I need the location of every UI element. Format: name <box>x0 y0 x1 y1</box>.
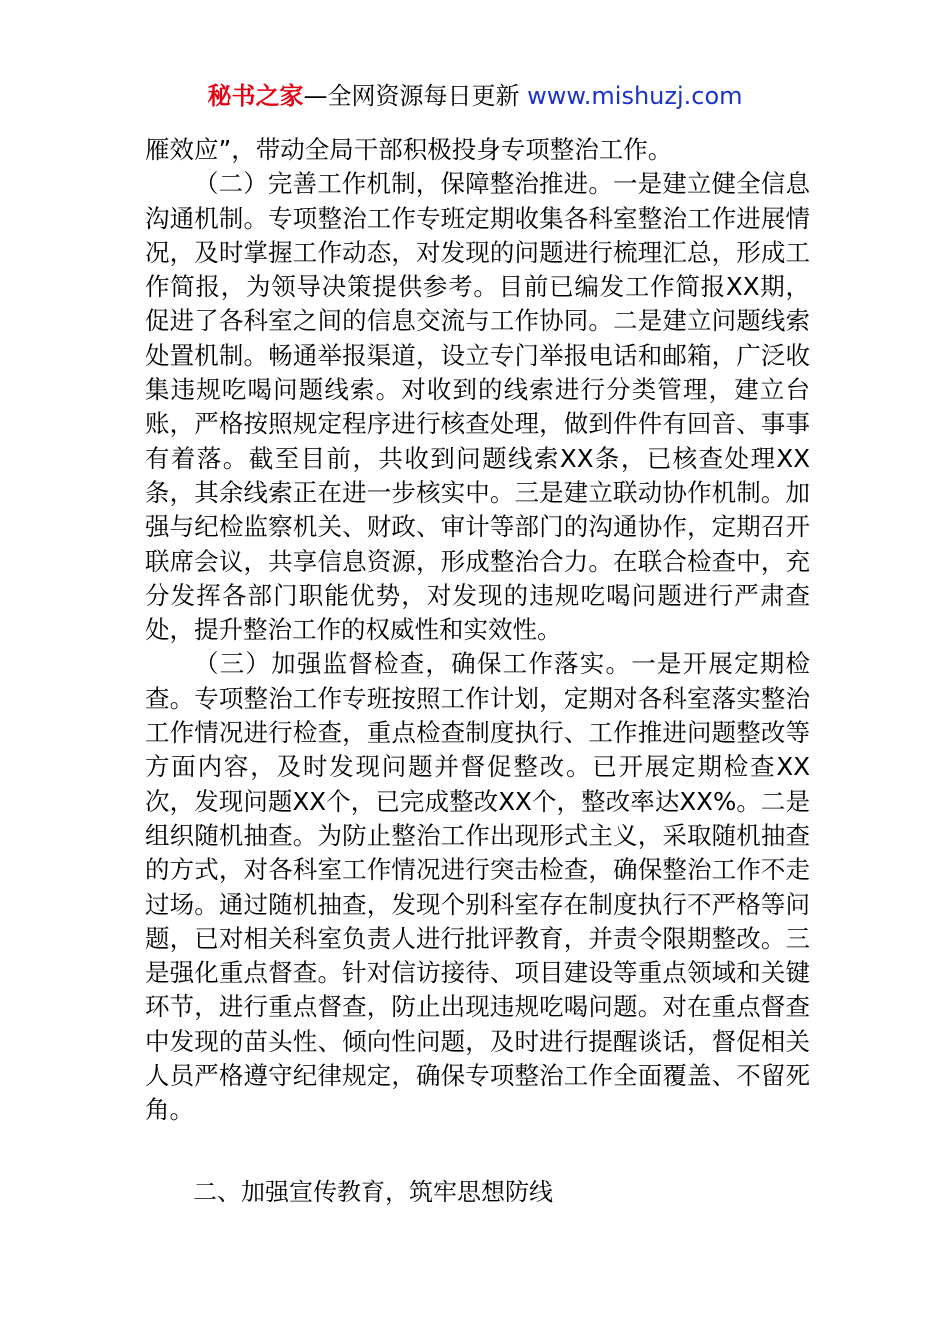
header-url-link[interactable]: www.mishuzj.com <box>527 82 743 110</box>
brand-name: 秘书之家 <box>207 82 304 110</box>
document-body <box>145 133 810 1128</box>
paragraph-work-mechanism: （二）完善工作机制，保障整治推进。一是建立健全信息沟通机制。专项整治工作专班定期收集各科室整治工作进展情况，及时掌握工作动态，对发现的问题进行梳理汇总，形成工作简报，为领导决策提供参考。目前已编发工作简报XX期，促进了各科室之间的信息交流与工作协同。二是建立问题线索处置机制。畅通举报渠道，设立专门举报电话和邮箱，广泛收集违规吃喝问题线索。对收到的线索进行分类管理，建立台账，严格按照规定程序进行核查处理，做到件件有回音、事事有着落。截至目前，共收到问题线索XX条，已核查处理XX条，其余线索正在进一步核实中。三是建立联动协作机制。加强与纪检监察机关、财政、审计等部门的沟通协作，定期召开联席会议，共享信息资源，形成整治合力。在联合检查中，充分发挥各部门职能优势，对发现的违规吃喝问题进行严肃查处，提升整治工作的权威性和实效性。 <box>145 169 810 645</box>
paragraph-continuation: 雁效应”，带动全局干部积极投身专项整治工作。 <box>145 135 673 164</box>
section-heading: 二、加强宣传教育，筑牢思想防线 <box>193 1178 553 1206</box>
page-header-banner <box>0 80 950 112</box>
paragraph-supervision-inspection: （三）加强监督检查，确保工作落实。一是开展定期检查。专项整治工作专班按照工作计划，定期对各科室落实整治工作情况进行检查，重点检查制度执行、工作推进问题整改等方面内容，及时发现问题并督促整改。已开展定期检查XX次，发现问题XX个，已完成整改XX个，整改率达XX%。二是组织随机抽查。为防止整治工作出现形式主义，采取随机抽查的方式，对各科室工作情况进行突击检查，确保整治工作不走过场。通过随机抽查，发现个别科室存在制度执行不严格等问题，已对相关科室负责人进行批评教育，并责令限期整改。三是强化重点督查。针对信访接待、项目建设等重点领域和关键环节，进行重点督查，防止出现违规吃喝问题。对在重点督查中发现的苗头性、倾向性问题，及时进行提醒谈话，督促相关人员严格遵守纪律规定，确保专项整治工作全面覆盖、不留死角。 <box>145 649 810 1125</box>
header-slogan: —全网资源每日更新 <box>303 82 528 110</box>
